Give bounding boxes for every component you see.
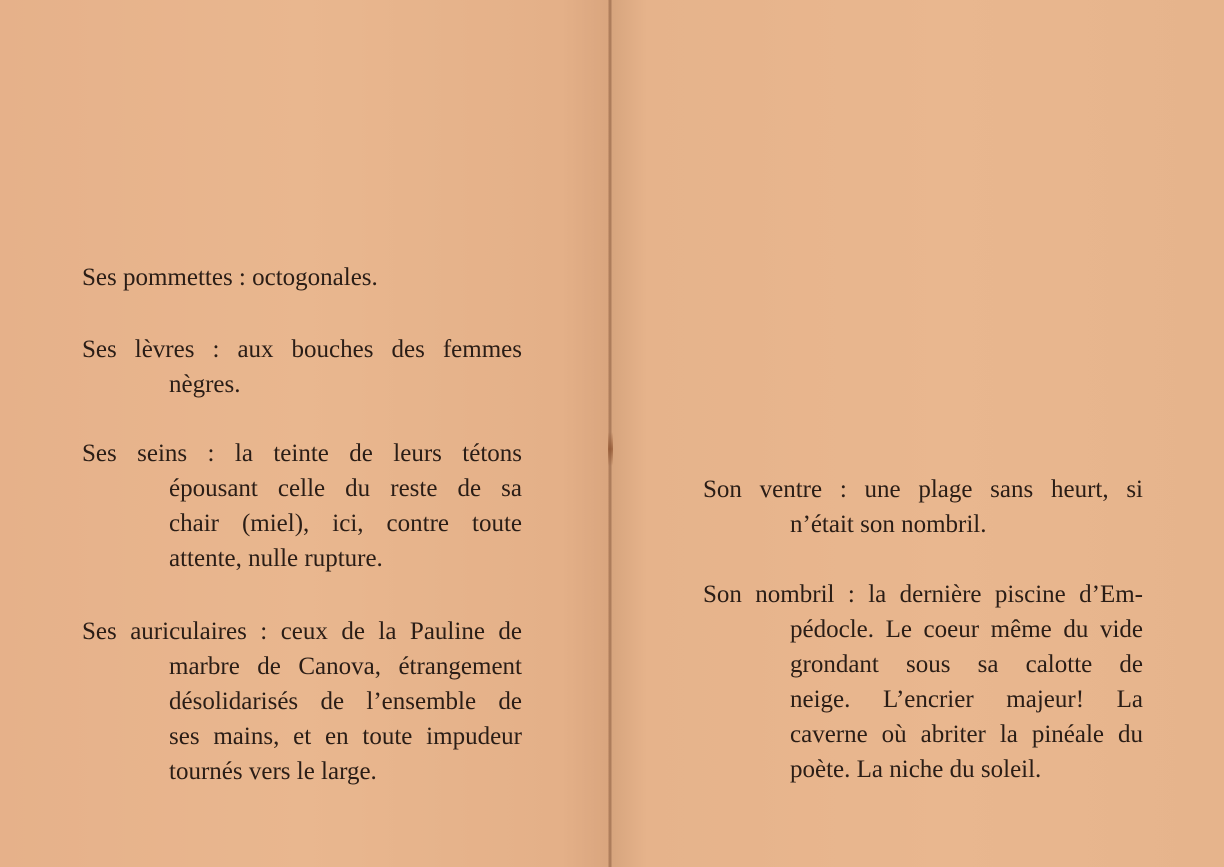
entry-levres (82, 332, 522, 402)
entry-nombril (703, 577, 1143, 787)
entry-line: grondant sous sa calotte de (790, 651, 1143, 678)
entry-line: Ses seins : la teinte de leurs tétons (82, 440, 522, 467)
entry-line: Son ventre : une plage sans heurt, si (703, 476, 1143, 503)
entry-line: épousant celle du reste de sa (169, 475, 522, 502)
entry-line: désolidarisés de l’ensemble de (169, 688, 522, 715)
entry-line: tournés vers le large. (169, 758, 377, 785)
entry-line: n’était son nombril. (790, 511, 987, 538)
entry-line: attente, nulle rupture. (169, 545, 383, 572)
entry-line: Ses auriculaires : ceux de la Pauline de (82, 618, 522, 645)
entry-seins (82, 436, 522, 576)
entry-line: Ses lèvres : aux bouches des femmes (82, 336, 522, 363)
entry-auriculaires (82, 614, 522, 789)
entry-ventre (703, 472, 1143, 542)
entry-line: neige. L’encrier majeur! La (790, 686, 1143, 713)
entry-line: caverne où abriter la pinéale du (790, 721, 1143, 748)
entry-line: nègres. (169, 371, 241, 398)
entry-line: chair (miel), ici, contre toute (169, 510, 522, 537)
entry-line: ses mains, et en toute impudeur (169, 723, 522, 750)
entry-line: marbre de Canova, étrangement (169, 653, 522, 680)
entry-line: Son nombril : la dernière piscine d’Em- (703, 581, 1143, 608)
binding-stitch (608, 432, 613, 466)
entry-line: poète. La niche du soleil. (790, 756, 1042, 783)
entry-line: pédocle. Le coeur même du vide (790, 616, 1143, 643)
entry-pommettes (82, 260, 522, 295)
entry-line: Ses pommettes : octogonales. (82, 264, 378, 291)
